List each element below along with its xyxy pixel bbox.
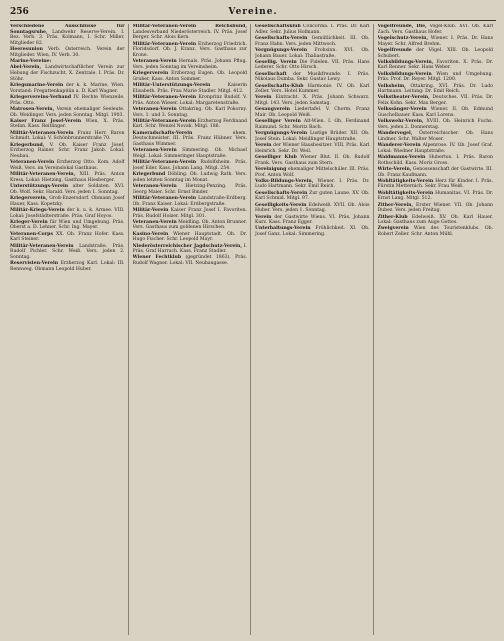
directory-entry: [133, 119, 248, 130]
entry-name: Veteranen-Verein: [132, 219, 177, 225]
entry-text: Österreichischer. Ob. Hans Lindner. Schr. Walter Moser.: [377, 131, 493, 142]
entry-name: Kriegerbund,: [10, 142, 45, 148]
entry-name: Gesellschafts-Klub: [255, 83, 304, 89]
entry-name: Unterhaltungs-Verein: [255, 226, 311, 232]
directory-entry: [255, 131, 370, 142]
entry-text: Kronprinz Rudolf. V. Präs. Anton Wieser. Lokal: Margaretenstraße.: [132, 94, 247, 106]
entry-name: Wohltätigkeits-Verein: [377, 190, 434, 196]
entry-text: Wiener. II. Ob. Edmund Guschelbauer. Kass. Karl Lorens.: [377, 107, 493, 119]
entry-text: der Musikfreunde. I. Präs. Nikolaus Dumba. Sekr. Gustav Lewy.: [255, 71, 370, 83]
entry-name: Volksheim,: [377, 83, 406, 89]
entry-name: Gesellig. Verein: [255, 59, 297, 65]
directory-entry: [378, 60, 494, 71]
directory-entry: [255, 48, 370, 59]
entry-text: Edelweiß. XV. Ob. Karl Hauer. Lokal: Gasthaus zum Auge Gottes.: [377, 214, 493, 226]
entry-name: Volkswehr-Verein,: [377, 119, 424, 125]
entry-name: Militär-Veteranen-Verein Reichsbund,: [132, 24, 247, 29]
entry-text: XVIII. Ob. Heinrich Fuchs. Vers. jeden 2. Donnerstag.: [377, 119, 493, 130]
entry-name: Veteranen-Verein: [132, 183, 177, 189]
directory-entry: [133, 184, 248, 195]
entry-text: Wiener Blut. II. Ob. Rudolf Frank. Vers. Gasthaus zum Stern.: [255, 154, 370, 166]
entry-text: Edelweiß. XVII. Ob. Alois Huber. Vers. jeden 1. Sonntag.: [255, 202, 370, 214]
entry-text: Deutsches. VII. Präs. Dr. Felix Kohn. Sekr. Max Berger.: [377, 95, 493, 107]
entry-text: Erzherzog Eugen. Ob. Leopold Gruber, Kass. Anton Sommer.: [132, 71, 247, 82]
entry-name: Volksbildungs-Verein,: [377, 59, 434, 65]
directory-entry: [133, 24, 248, 41]
directory-entry: [10, 196, 125, 207]
directory-entry: [133, 255, 248, 266]
directory-entry: [10, 261, 125, 272]
directory-entry: [255, 203, 370, 214]
directory-entry: [378, 179, 494, 190]
entry-text: der k. u. k. Armee. VIII. Lokal: Josefstädterstraße. Präs. Graf Hoyos.: [10, 207, 125, 219]
directory-entry: [255, 24, 370, 35]
entry-text: der Vögel. XIII. Ob. Leopold Schubert.: [377, 47, 493, 59]
entry-name: Wiener Fechtklub: [132, 255, 182, 261]
directory-entry: [255, 119, 370, 130]
directory-entry: [378, 24, 494, 35]
entry-text: Verb. Osterreich. Verein der Mitglieder. Wien, IV. Verb. 30.: [10, 47, 125, 59]
entry-name: Vereinigung: [255, 166, 287, 172]
directory-entry: [378, 203, 494, 214]
entry-text: Hubertus. I. Präs. Baron Rothschild. Kass. Moriz Gross.: [377, 154, 493, 166]
page-header: [10, 5, 496, 19]
entry-name: Verein: [255, 143, 272, 149]
directory-entry: [378, 215, 494, 226]
column-3: [255, 24, 374, 635]
entry-name: Kriegerverein: [132, 71, 169, 77]
directory-entry: [255, 179, 370, 190]
entry-text: Landwirtschaftlicher Verein zur Hebung der Fischzucht, X. Zentrale. I. Präs. Dr. Stöhr.: [10, 65, 125, 82]
entry-text: Ottakring. XVI. Präs. Dr. Ludo Hartmann. Leitung: Dr. Emil Reich.: [377, 83, 493, 95]
directory-entry: [10, 160, 125, 171]
entry-name: Zither-Verein,: [377, 202, 414, 208]
columns: [10, 24, 496, 635]
entry-text: Erzherzog Otto. Kom. Adolf Weiß. Vers. im Vereinslokal Gasthaus.: [10, 160, 125, 171]
entry-text: Wiener. I. Präs. Dr. Hans Mayer. Schr. Alfred Brehm.: [377, 35, 493, 47]
entry-text: Landstraße. Präs. Rudolf Pichler. Schr. Weiß. Vers. jeden 2. Sonntag.: [10, 243, 125, 260]
directory-entry: [10, 208, 125, 219]
entry-name: Militär-Kriegs-Verein: [10, 207, 65, 213]
directory-entry: [378, 191, 494, 202]
entry-text: für Wien und Umgebung. Präs. Oberst a. D. Lehner. Schr. Ing. Mayer.: [10, 219, 125, 231]
column-2: [133, 24, 252, 635]
entry-text: Erster Wiener. VII. Ob. Johann Dubez. Vers. jeden Freitag.: [377, 202, 493, 214]
entry-name: Vogelfreunde, Die,: [377, 24, 427, 29]
entry-name: Kriegervereins-Verband: [10, 94, 72, 100]
directory-entry: [378, 167, 494, 178]
directory-entry: [10, 244, 125, 261]
entry-name: Krieger-Verein: [10, 219, 48, 225]
directory-entry: [10, 47, 125, 58]
entry-text: Erzherzog Ferdinand Karl. Schr. Wenzel Novak. Mitgl. 186.: [132, 118, 247, 130]
entry-name: Veteranen-Corps: [10, 231, 53, 237]
entry-name: Vogelfreunde: [377, 47, 412, 53]
entry-name: Gesellschafts-Verein: [255, 35, 308, 41]
directory-entry: [255, 84, 370, 95]
entry-name: Marine-Vereine:: [10, 59, 52, 65]
directory-entry: [10, 95, 125, 106]
directory-entry: [255, 167, 370, 178]
entry-text: Erzherzog Karl. Lokal: III. Rennweg. Obmann Leopold Huber.: [10, 261, 125, 272]
directory-entry: [255, 215, 370, 226]
page-title: Vereine.: [228, 7, 278, 17]
entry-text: I. Präs. Graf Harrach. Kass. Franz Stadler.: [132, 243, 247, 255]
entry-name: Militär-Verein: [132, 207, 169, 213]
entry-name: Volksbildungs-Verein: [377, 71, 432, 77]
directory-entry: [255, 36, 370, 47]
directory-entry: [133, 59, 248, 70]
directory-entry: [10, 83, 125, 94]
entry-text: Wiener Hauptstadt. Ob. Dr. Hugo Fischer. Schr. Leopold Mayr.: [132, 231, 248, 243]
entry-name: Vergnügungs-Verein: [255, 47, 308, 53]
entry-name: Militär-Veteranen-Verein: [132, 94, 197, 100]
entry-text: Die Fidelen. VII. Präs. Hans Lederer. Schr. Otto Hirsch.: [255, 59, 370, 71]
entry-name: Kriegsmarine-Verein: [10, 83, 64, 89]
entry-text: Genossenschaft der Gastwirte. III. Ob. Franz Kaufmann.: [377, 166, 493, 178]
entry-text: Wien, X. Präs. Stefan. Kass. Reitlinger.: [10, 118, 125, 130]
entry-name: Waidmanns-Verein: [377, 154, 426, 160]
entry-text: Landwehr Reserve-Verein. I. Bez. Verb. 3. Präs. Kolmann, I. Schr. Miller, Mitglieder 82.: [10, 29, 125, 47]
entry-name: Zweigverein: [377, 226, 409, 232]
directory-entry: [378, 95, 494, 106]
directory-entry: [133, 148, 248, 159]
directory-entry: [378, 72, 494, 83]
entry-text: Verein ehemaliger Seeleute. Ob. Weidinger. Vers. jeden Sonntag. Mitgl. 1903.: [10, 106, 125, 118]
entry-name: Veteranen-Verein: [132, 59, 177, 65]
entry-text: IV. Rechte Wienzeile. Präs. Otto.: [10, 94, 125, 106]
entry-name: Kasino-Verein: [132, 231, 169, 237]
entry-text: XX. Ob. Franz Hofer. Kass. Karl Steiner.: [10, 231, 125, 243]
directory-entry: [10, 131, 125, 142]
directory-entry: [378, 155, 494, 166]
entry-text: ehem. Deutschmeister. III. Präs. Franz Hübner. Vers. Gasthaus Wimmer.: [132, 130, 247, 148]
entry-name: Kriegerbund: [132, 172, 166, 178]
entry-text: (gegründet 1863). Präs. Rudolf Wagner. Lokal: VII. Neubaugasse.: [132, 255, 248, 267]
entry-name: Militär-Unterstützungs-Verein: [132, 83, 211, 89]
directory-entry: [133, 196, 248, 207]
directory-entry: [133, 42, 248, 59]
directory-entry: [378, 131, 494, 142]
column-1: [10, 24, 129, 635]
entry-text: Lustige Brüder. XII. Ob. Josef Stein. Lokal: Meidlinger Hauptstraße.: [255, 131, 370, 142]
entry-name: Militär-Veteranen-Verein: [132, 160, 197, 166]
entry-name: Verein: [255, 214, 272, 220]
entry-text: Döbling. Ob. Ludwig Rath. Vers. jeden letzten Sonntag im Monat.: [132, 172, 247, 183]
column-4: [378, 24, 497, 635]
directory-entry: [133, 160, 248, 171]
directory-entry: [133, 172, 248, 183]
entry-text: Harmonie. IV. Ob. Karl Zeller. Vers. Hotel Kummer.: [255, 83, 370, 95]
entry-text: Franz Herr. Baron Schmidt. Lokal: V. Schönbrunnerstraße 70.: [10, 130, 125, 142]
entry-name: Wohltätigkeits-Verein: [377, 178, 434, 184]
directory-entry: [10, 172, 125, 183]
entry-text: Hietzing-Penzing. Präs. Georg Maier. Schr. Ernst Binder.: [132, 183, 247, 195]
entry-name: Volkssänger-Verein: [377, 107, 427, 113]
entry-text: V. Ob. Kaiser Franz Josef, Erzherzog Rainer. Schr. Franz Jakob. Lokal: Neubau.: [10, 142, 125, 159]
directory-entry: [10, 184, 125, 195]
directory-entry: [255, 155, 370, 166]
entry-text: Concordia. I. Präs. Dr. Karl Adler. Sekr. Julius Hofmann.: [255, 24, 370, 35]
entry-text: Landesverband Niederösterreich. IV. Präs. Josef Berger. Schr. Alois Kern.: [132, 29, 247, 41]
entry-text: Gemütlichkeit. III. Ob. Franz Hahn. Vers. jeden Mittwoch.: [255, 35, 370, 47]
entry-name: Militär-Veteranen-Verein: [10, 243, 74, 249]
entry-name: Gesellschaftsklub: [255, 24, 301, 29]
entry-name: Volkstheater-Verein,: [377, 95, 430, 101]
entry-text: Meidling. Ob. Anton Brunner. Vers. Gasthaus zum goldenen Hirschen.: [132, 219, 247, 231]
directory-entry: [378, 143, 494, 154]
directory-entry: [10, 24, 125, 47]
entry-text: der Gastwirte Wiens. VI. Präs. Johann Kurz. Kass. Franz Egger.: [255, 214, 370, 226]
entry-text: Groß-Enzersdorf. Obmann Josef Hauer, Kass. Kopetzky.: [10, 195, 125, 207]
entry-text: Kaiser Franz Josef I. Favoriten. Präs. Rudolf Holzer. Mitgl. 301.: [132, 207, 247, 219]
entry-name: Wirte-Verein,: [377, 166, 412, 172]
entry-text: der k. k. Marine, Wien. Vorstand: Fregattenkapitän a. D. Karl Wagner.: [10, 83, 125, 94]
directory-entry: [133, 131, 248, 148]
directory-entry: [378, 36, 494, 47]
entry-text: Hernals. Präs. Johann Pflug. Vers. jeden Sonntag im Vereinsheim.: [132, 59, 247, 70]
directory-entry: [10, 232, 125, 243]
entry-text: Wiener. I. Präs. Dr. Ludo Hartmann. Sekr. Emil Reich.: [255, 178, 370, 190]
entry-text: Alt-Wien. I. Ob. Ferdinand Raimund. Schr. Moritz Bach.: [255, 119, 370, 130]
directory-entry: [10, 119, 125, 130]
directory-entry: [10, 107, 125, 118]
entry-name: Veteranen-Verein: [10, 160, 55, 166]
directory-entry: [255, 143, 370, 154]
entry-name: Heeresunion: [10, 47, 43, 53]
entry-name: Militär-Veteranen-Verein: [10, 130, 74, 136]
directory-entry: [10, 143, 125, 160]
directory-entry: [133, 95, 248, 106]
entry-text: Alpenrose. IV. Ob. Josef Graf. Lokal: Wiedner Hauptstraße.: [377, 143, 493, 154]
directory-entry: [133, 83, 248, 94]
directory-entry: [378, 107, 494, 118]
entry-name: Wandervogel,: [377, 131, 413, 137]
entry-text: Frohsinn. XVI. Ob. Johann Bauer. Lokal: Thaliastraße.: [255, 47, 370, 59]
directory-entry: [255, 107, 370, 118]
entry-name: Niederösterreichischer Jagdschutz-Verein,: [132, 243, 242, 249]
entry-name: Veteranen-Verein: [132, 106, 177, 112]
entry-name: Vergnügungs-Verein: [255, 131, 308, 137]
entry-name: Kriegerverein,: [10, 195, 48, 201]
directory-entry: [255, 72, 370, 83]
directory-entry: [255, 191, 370, 202]
directory-entry: [133, 244, 248, 255]
entry-name: Militär-Veteranen-Verein: [132, 118, 197, 124]
directory-entry: [378, 84, 494, 95]
directory-entry: [10, 220, 125, 231]
entry-name: Kameradschafts-Verein: [132, 130, 193, 136]
entry-name: Geselligkeits-Verein: [255, 202, 307, 208]
entry-name: Matrosen-Verein,: [10, 106, 55, 112]
directory-entry: [378, 119, 494, 130]
directory-entry: [255, 95, 370, 106]
entry-text: Simmering. Ob. Michael Weigl. Lokal: Simmeringer Hauptstraße.: [132, 148, 247, 159]
entry-name: Geselliger Verein: [255, 119, 301, 125]
directory-entry: [133, 71, 248, 82]
entry-name: Gesangverein: [255, 107, 290, 113]
entry-name: Veteranen-Verein: [132, 148, 177, 154]
directory-entry: [133, 107, 248, 118]
entry-name: Militär-Veteranen-Verein: [132, 41, 197, 47]
entry-text: Zur guten Laune. XV. Ob. Karl Schmid. Mitgl. 97.: [255, 190, 370, 202]
entry-name: Militär-Veteranen-Verein,: [10, 172, 76, 178]
entry-name: Geselliger Klub: [255, 154, 297, 160]
entry-text: alter Soldaten. XVI. Ob. Wolf. Sekr. Harald. Vers. jeden 1. Sonntag.: [10, 183, 125, 195]
directory-entry: [10, 65, 125, 82]
entry-text: ehemaliger Mittelschüler. III. Präs. Prof. Anton Wolf.: [255, 166, 370, 178]
entry-name: Militär-Veteranen-Verein: [132, 195, 197, 201]
entry-name: Reservisten-Verein: [10, 261, 59, 267]
header-rule: [10, 20, 496, 21]
entry-text: Fröhlichkeit. XI. Ob. Josef Ganz. Lokal: Simmering.: [255, 226, 370, 238]
entry-text: Wien und Umgebung. Präs. Prof. Dr. Reyer. Mitgl. 1200.: [377, 71, 493, 83]
entry-text: Landstraße-Erdberg. Ob. Franz Kaiser. Lokal: Erdbergstraße.: [132, 195, 247, 207]
entry-name: Abel-Verein,: [10, 65, 42, 71]
entry-text: Humanitas. VI. Präs. Dr. Ernst Lang. Mitgl. 512.: [377, 190, 493, 202]
entry-text: Eintracht. X. Präs. Johann Schwarz. Mitgl. 143. Vers. jeden Samstag.: [255, 95, 370, 107]
entry-text: Vogel-Klub. XVI. Ob. Karl Zach. Vers. Gasthaus Hofer.: [377, 24, 493, 35]
directory-entry: [378, 226, 494, 237]
entry-name: Wanderer-Verein: [377, 143, 421, 149]
entry-text: Liedertafel. V. Chorm. Franz Mair. Ob. Leopold Weiß.: [255, 107, 370, 119]
entry-text: Herz für Kinder. I. Präs. Fürstin Metternich. Sekr. Frau Weiß.: [377, 178, 494, 190]
page-number: 256: [10, 7, 29, 17]
entry-name: Verschiedene Ausschlüsse für Sonntagsruhe,: [10, 24, 125, 35]
directory-entry: [255, 226, 370, 237]
entry-name: Gesellschaft: [255, 71, 287, 77]
entry-text: XIII. Präs. Anton Kress. Lokal: Hietzing, Gasthaus Hiesberger.: [10, 172, 125, 183]
entry-text: Rudolfsheim. Präs. Josef Eder. Kass. Johann Lang. Mitgl. 254.: [132, 160, 247, 171]
directory-entry: [133, 232, 248, 243]
entry-text: Favoriten. X. Präs. Dr. Karl Renner. Sekr. Hans Weber.: [377, 59, 493, 71]
entry-text: Ottakring. Ob. Karl Pokorny. Vers. 1. und 3. Sonntag.: [132, 106, 247, 118]
directory-entry: [378, 48, 494, 59]
entry-name: Verein: [255, 95, 272, 101]
directory-entry: [133, 208, 248, 219]
entry-text: Erzherzog Friedrich. Floridsdorf. Ob. J. Kranz. Vers. Gasthaus zur Krone.: [132, 41, 247, 59]
entry-text: Wien des Touristenklubs. Ob. Robert Zeller. Schr. Anton Mühl.: [377, 226, 493, 238]
entry-name: Zither-Klub: [377, 214, 408, 220]
directory-entry: [133, 220, 248, 231]
directory-entry: [255, 60, 370, 71]
entry-name: Kaiser Franz Josef-Verein: [10, 118, 82, 124]
entry-name: Unterstützungs-Verein: [10, 183, 69, 189]
entry-name: Volks-Bildungs-Verein,: [255, 178, 314, 184]
entry-name: Vogelschutz-Verein,: [377, 35, 429, 41]
entry-text: Kaiserin Elisabeth. Präs. Frau Marie Stadler. Mitgl. 412.: [132, 83, 247, 94]
entry-text: der Wiener Hausbesitzer. VIII. Präs. Karl Heinrich. Sekr. Dr. Weil.: [255, 143, 370, 154]
entry-name: Gesellschafts-Verein: [255, 190, 308, 196]
